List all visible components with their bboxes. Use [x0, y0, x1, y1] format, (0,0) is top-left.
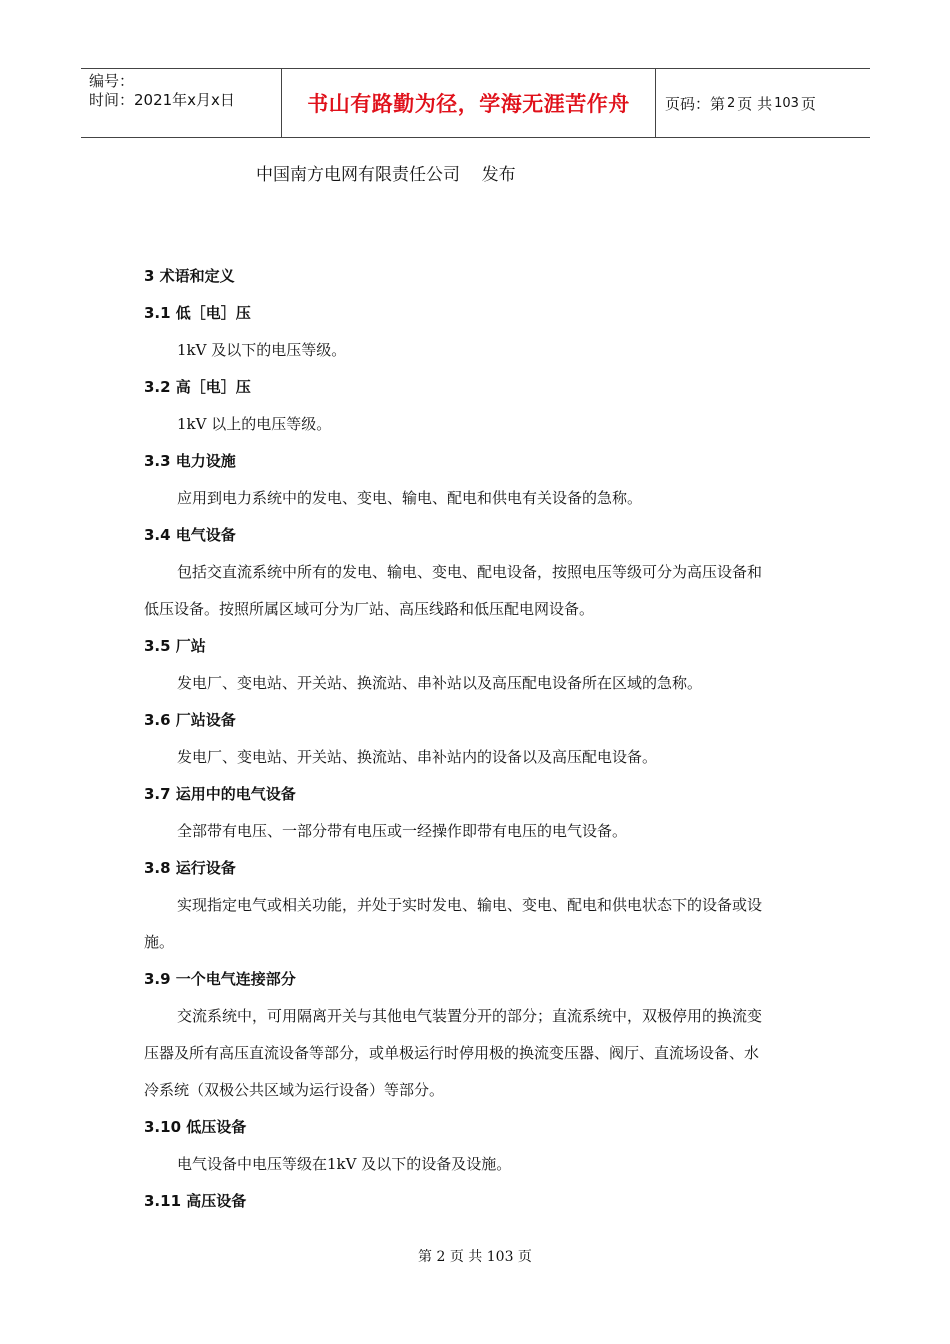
definition-text: 发电厂、变电站、开关站、换流站、串补站以及高压配电设备所在区域的急称。 — [177, 674, 703, 692]
number-label: 编号： — [89, 72, 135, 90]
definition-text: 实现指定电气或相关功能，并处于实时发电、输电、变电、配电和供电状态下的设备或设 — [177, 896, 763, 914]
term-heading: 3.11 高压设备 — [144, 1192, 247, 1210]
page-suffix: 页 — [800, 94, 816, 113]
document-header — [81, 68, 870, 138]
term-heading: 3.10 低压设备 — [144, 1118, 247, 1136]
definition-text: 应用到电力系统中的发电、变电、输电、配电和供电有关设备的急称。 — [177, 489, 643, 507]
term-heading: 3.9 一个电气连接部分 — [144, 970, 296, 988]
motto: 书山有路勤为径，学海无涯苦作舟 — [307, 92, 630, 116]
term-heading: 3.4 电气设备 — [144, 526, 236, 544]
term-heading: 3.6 厂站设备 — [144, 711, 236, 729]
definition-text-continued: 压器及所有高压直流设备等部分，或单极运行时停用极的换流变压器、阀厅、直流场设备、水 — [144, 1044, 760, 1062]
definition-text-continued: 施。 — [144, 933, 175, 951]
definition-text: 全部带有电压、一部分带有电压或一经操作即带有电压的电气设备。 — [177, 822, 628, 840]
term-heading: 3.8 运行设备 — [144, 859, 236, 877]
publisher-line: 中国南方电网有限责任公司 发布 — [256, 165, 516, 185]
term-heading: 3.5 厂站 — [144, 637, 206, 655]
time-label: 时间：2021年x月x日 — [89, 91, 235, 109]
term-heading: 3.2 高［电］压 — [144, 378, 251, 396]
document-body — [144, 258, 804, 1220]
section-heading: 3 术语和定义 — [144, 267, 235, 285]
definition-text: 发电厂、变电站、开关站、换流站、串补站内的设备以及高压配电设备。 — [177, 748, 658, 766]
definition-text-continued: 低压设备。按照所属区域可分为厂站、高压线路和低压配电网设备。 — [144, 600, 595, 618]
definition-text-continued: 冷系统（双极公共区域为运行设备）等部分。 — [144, 1081, 445, 1099]
definition-text: 1kV 及以下的电压等级。 — [177, 341, 347, 359]
header-page-info — [655, 69, 870, 137]
page-total: 103 — [774, 95, 799, 111]
header-motto-cell — [281, 69, 656, 137]
definition-text: 电气设备中电压等级在1kV 及以下的设备及设施。 — [177, 1155, 512, 1173]
definition-text: 包括交直流系统中所有的发电、输电、变电、配电设备，按照电压等级可分为高压设备和 — [177, 563, 763, 581]
page-mid: 页 共 — [737, 94, 773, 113]
page-prefix: 页码：第 — [665, 94, 726, 113]
term-heading: 3.3 电力设施 — [144, 452, 236, 470]
page-footer: 第 2 页 共 103 页 — [418, 1249, 532, 1265]
definition-text: 1kV 以上的电压等级。 — [177, 415, 332, 433]
term-heading: 3.7 运用中的电气设备 — [144, 785, 296, 803]
page-current: 2 — [727, 95, 736, 111]
header-meta — [81, 69, 281, 137]
definition-text: 交流系统中，可用隔离开关与其他电气装置分开的部分；直流系统中，双极停用的换流变 — [177, 1007, 763, 1025]
term-heading: 3.1 低［电］压 — [144, 304, 251, 322]
